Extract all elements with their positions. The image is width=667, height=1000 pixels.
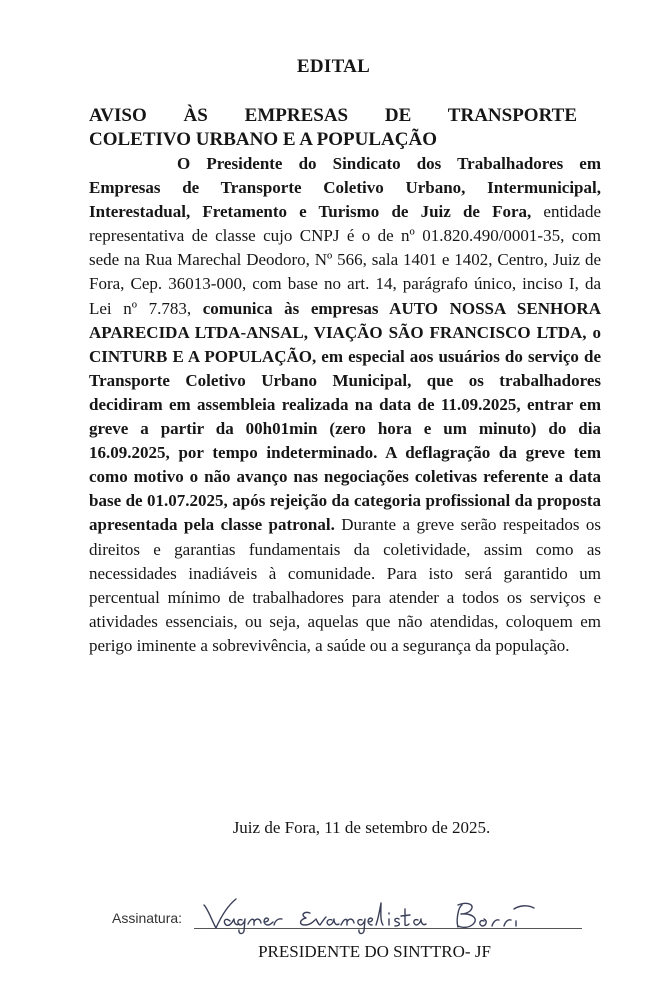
- notice-heading-line-1: AVISO ÀS EMPRESAS DE TRANSPORTE: [89, 105, 577, 126]
- signature-block: [112, 895, 582, 941]
- body-segment-2: entidade representativa de classe cujo CNPJ é o de nº 01.820.490/0001-35, com sede na Rua Marechal Deodoro, Nº 566, sala 1401 e 1402, Centro, Juiz de Fora, Cep. 36013-000, com base no art. 14, parágrafo único, inciso I, da Lei nº 7.783,: [89, 202, 601, 318]
- notice-heading-line-2: COLETIVO URBANO E A POPULAÇÃO: [89, 129, 437, 150]
- signatory-role: PRESIDENTE DO SINTTRO- JF: [258, 942, 491, 961]
- handwritten-signature: [200, 895, 580, 935]
- date-line: Juiz de Fora, 11 de setembro de 2025.: [232, 818, 491, 837]
- body-segment-1: O Presidente do Sindicato dos Trabalhadores em Empresas de Transporte Coletivo Urbano, Intermunicipal, Interestadual, Fretamento e Turismo de Juiz de Fora,: [89, 154, 601, 222]
- signature-label: Assinatura:: [112, 910, 183, 926]
- document-title: EDITAL: [296, 56, 371, 77]
- notice-body: [89, 152, 601, 658]
- body-segment-3: comunica às empresas AUTO NOSSA SENHORA APARECIDA LTDA-ANSAL, VIAÇÃO SÃO FRANCISCO LTDA, o CINTURB E A POPULAÇÃO, em especial aos usuários do serviço de Transporte Coletivo Urbano Municipal, que os trabalhadores decidiram em assembleia realizada na data de 11.09.2025, entrar em greve a partir da 00h01min (zero hora e um minuto) do dia 16.09.2025, por tempo indeterminado. A deflagração da greve tem como motivo o não avanço nas negociações coletivas referente a data base de 01.07.2025, após rejeição da categoria profissional da proposta apresentada pela classe patronal.: [89, 298, 601, 535]
- body-segment-4: Durante a greve serão respeitados os direitos e garantias fundamentais da coletividade, assim como as necessidades inadiáveis à comunidade. Para isto será garantido um percentual mínimo de trabalhadores para atender a todos os serviços e atividades essenciais, ou seja, aquelas que não atendidas, coloquem em perigo iminente a sobrevivência, a saúde ou a segurança da população.: [89, 515, 601, 655]
- notice-heading: [89, 104, 577, 152]
